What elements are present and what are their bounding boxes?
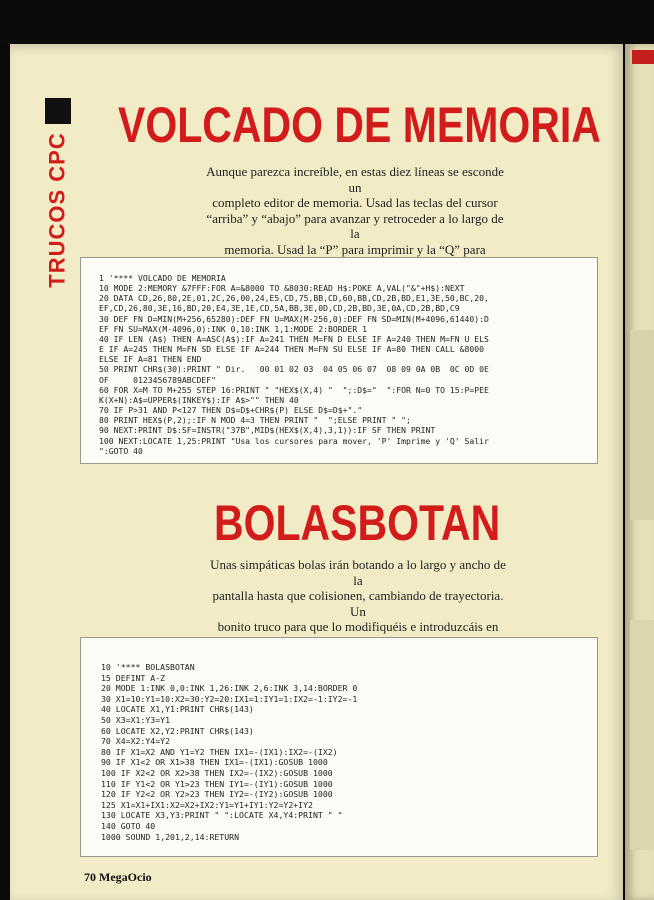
code-line: 15 DEFINT A-Z <box>101 672 166 683</box>
code-line: 90 IF X1<2 OR X1>38 THEN IX1=-(IX1):GOSUB 1000 <box>101 757 328 768</box>
code-line: 30 X1=10:Y1=10:X2=30:Y2=20:IX1=1:IY1=1:IX2=-1:IY2=-1 <box>101 693 358 704</box>
adjacent-page-listing-fragment <box>630 330 654 520</box>
intro-line: completo editor de memoria. Usad las teclas del cursor <box>212 195 498 210</box>
code-line: EF FN SU=MAX(M-4096,0):INK 0,10:INK 1,1:MODE 2:BORDER 1 <box>99 323 368 334</box>
code-line: 20 MODE 1:INK 0,0:INK 1,26:INK 2,6:INK 3,14:BORDER 0 <box>101 683 358 694</box>
code-line: 50 PRINT CHR$(30):PRINT " Dir. 00 01 02 03 04 05 06 07 08 09 0A 0B 0C 0D 0E <box>99 364 489 375</box>
code-line: 80 IF X1=X2 AND Y1=Y2 THEN IX1=-(IX1):IX2=-(IX2) <box>101 746 338 757</box>
code-line: 130 LOCATE X3,Y3:PRINT " ":LOCATE X4,Y4:PRINT " " <box>101 810 343 821</box>
intro-line: Unas simpáticas bolas irán botando a lo largo y ancho de la <box>210 557 506 588</box>
page-folio: 70 MegaOcio <box>84 870 152 884</box>
code-line: 40 LOCATE X1,Y1:PRINT CHR$(143) <box>101 704 254 715</box>
intro-line: memoria. Usad la “P” para imprimir y la “Q” para <box>224 241 486 257</box>
code-line: 20 DATA CD,26,80,2E,01,2C,26,00,24,E5,CD,75,BB,CD,60,BB,CD,2B,BD,E1,3E,50,BC,20, <box>99 293 489 304</box>
section-marker <box>45 98 71 124</box>
code-line: 40 IF LEN (A$) THEN A=ASC(A$):IF A=241 THEN M=FN D ELSE IF A=240 THEN M=FN U ELS <box>99 333 489 344</box>
code-listing <box>101 662 357 842</box>
scan-border <box>0 0 654 44</box>
code-line: 90 NEXT:PRINT D$:SF=INSTR("37B",MID$(HEX$(X,4),3,1)):IF SF THEN PRINT <box>99 425 436 436</box>
section-label <box>36 132 80 288</box>
code-line: ":GOTO 40 <box>99 445 143 456</box>
code-listing <box>99 273 489 456</box>
code-line: 10 MODE 2:MEMORY &7FFF:FOR A=&8000 TO &8030:READ H$:POKE A,VAL("&"+H$):NEXT <box>99 283 465 294</box>
adjacent-page-heading-fragment <box>632 50 654 64</box>
intro-line: “arriba” y “abajo” para avanzar y retroceder a lo largo de la <box>206 210 504 241</box>
code-line: 50 X3=X1:Y3=Y1 <box>101 714 171 725</box>
code-line: 10 '**** BOLASBOTAN <box>101 662 195 672</box>
code-line: 70 X4=X2:Y4=Y2 <box>101 736 171 747</box>
code-line: 30 DEF FN D=MIN(M+256,65280):DEF FN U=MAX(M-256,0):DEF FN SD=MIN(M+4096,61440):D <box>99 313 489 324</box>
code-line: 100 IF X2<2 OR X2>38 THEN IX2=-(IX2):GOSUB 1000 <box>101 767 333 778</box>
code-line: OF 0123456789ABCDEF" <box>99 374 216 385</box>
code-line: 140 GOTO 40 <box>101 820 156 831</box>
code-listing-box <box>80 637 598 857</box>
code-line: ELSE IF A=81 THEN END <box>99 354 202 365</box>
code-line: 120 IF Y2<2 OR Y2>23 THEN IY2=-(IY2):GOSUB 1000 <box>101 789 333 800</box>
intro-line: Aunque parezca increíble, en estas diez líneas se esconde un <box>206 164 504 195</box>
article-title: BOLASBOTAN <box>214 495 501 551</box>
code-line: EF,CD,26,80,3E,16,BD,20,E4,3E,1E,CD,5A,BB,3E,0D,CD,2B,BD,3E,0A,CD,2B,BD,C9 <box>99 303 460 314</box>
code-line: E IF A=245 THEN M=FN SD ELSE IF A=244 THEN M=FN SU ELSE IF A=80 THEN CALL &8000 <box>99 344 484 355</box>
code-line: 125 X1=X1+IX1:X2=X2+IX2:Y1=Y1+IY1:Y2=Y2+IY2 <box>101 799 313 810</box>
code-line: 60 LOCATE X2,Y2:PRINT CHR$(143) <box>101 725 254 736</box>
section-label-text: TRUCOS CPC <box>45 132 71 288</box>
code-line: 1000 SOUND 1,201,2,14:RETURN <box>101 831 240 842</box>
code-line: K(X+N):A$=UPPER$(INKEY$):IF A$>"" THEN 40 <box>99 394 299 405</box>
intro-line: pantalla hasta que colisionen, cambiando de trayectoria. Un <box>212 588 504 619</box>
adjacent-page-listing-fragment <box>630 620 654 850</box>
code-line: 1 '**** VOLCADO DE MEMORIA <box>99 273 226 283</box>
code-line: 60 FOR X=M TO M+255 STEP 16:PRINT " "HEX$(X,4) " ";:D$=" ":FOR N=0 TO 15:P=PEE <box>99 384 489 395</box>
code-listing-box <box>80 257 598 464</box>
article-title: VOLCADO DE MEMORIA <box>118 97 601 153</box>
code-line: 70 IF P>31 AND P<127 THEN D$=D$+CHR$(P) ELSE D$=D$+"." <box>99 405 363 416</box>
code-line: 100 NEXT:LOCATE 1,25:PRINT "Usa los cursores para mover, 'P' Imprime y 'Q' Salir <box>99 435 489 446</box>
code-line: 80 PRINT HEX$(P,2);:IF N MOD 4=3 THEN PRINT " ";ELSE PRINT " "; <box>99 415 411 426</box>
code-line: 110 IF Y1<2 OR Y1>23 THEN IY1=-(IY1):GOSUB 1000 <box>101 778 333 789</box>
intro-line: bonito truco para que lo modifiquéis e introduzcáis en <box>217 619 499 634</box>
